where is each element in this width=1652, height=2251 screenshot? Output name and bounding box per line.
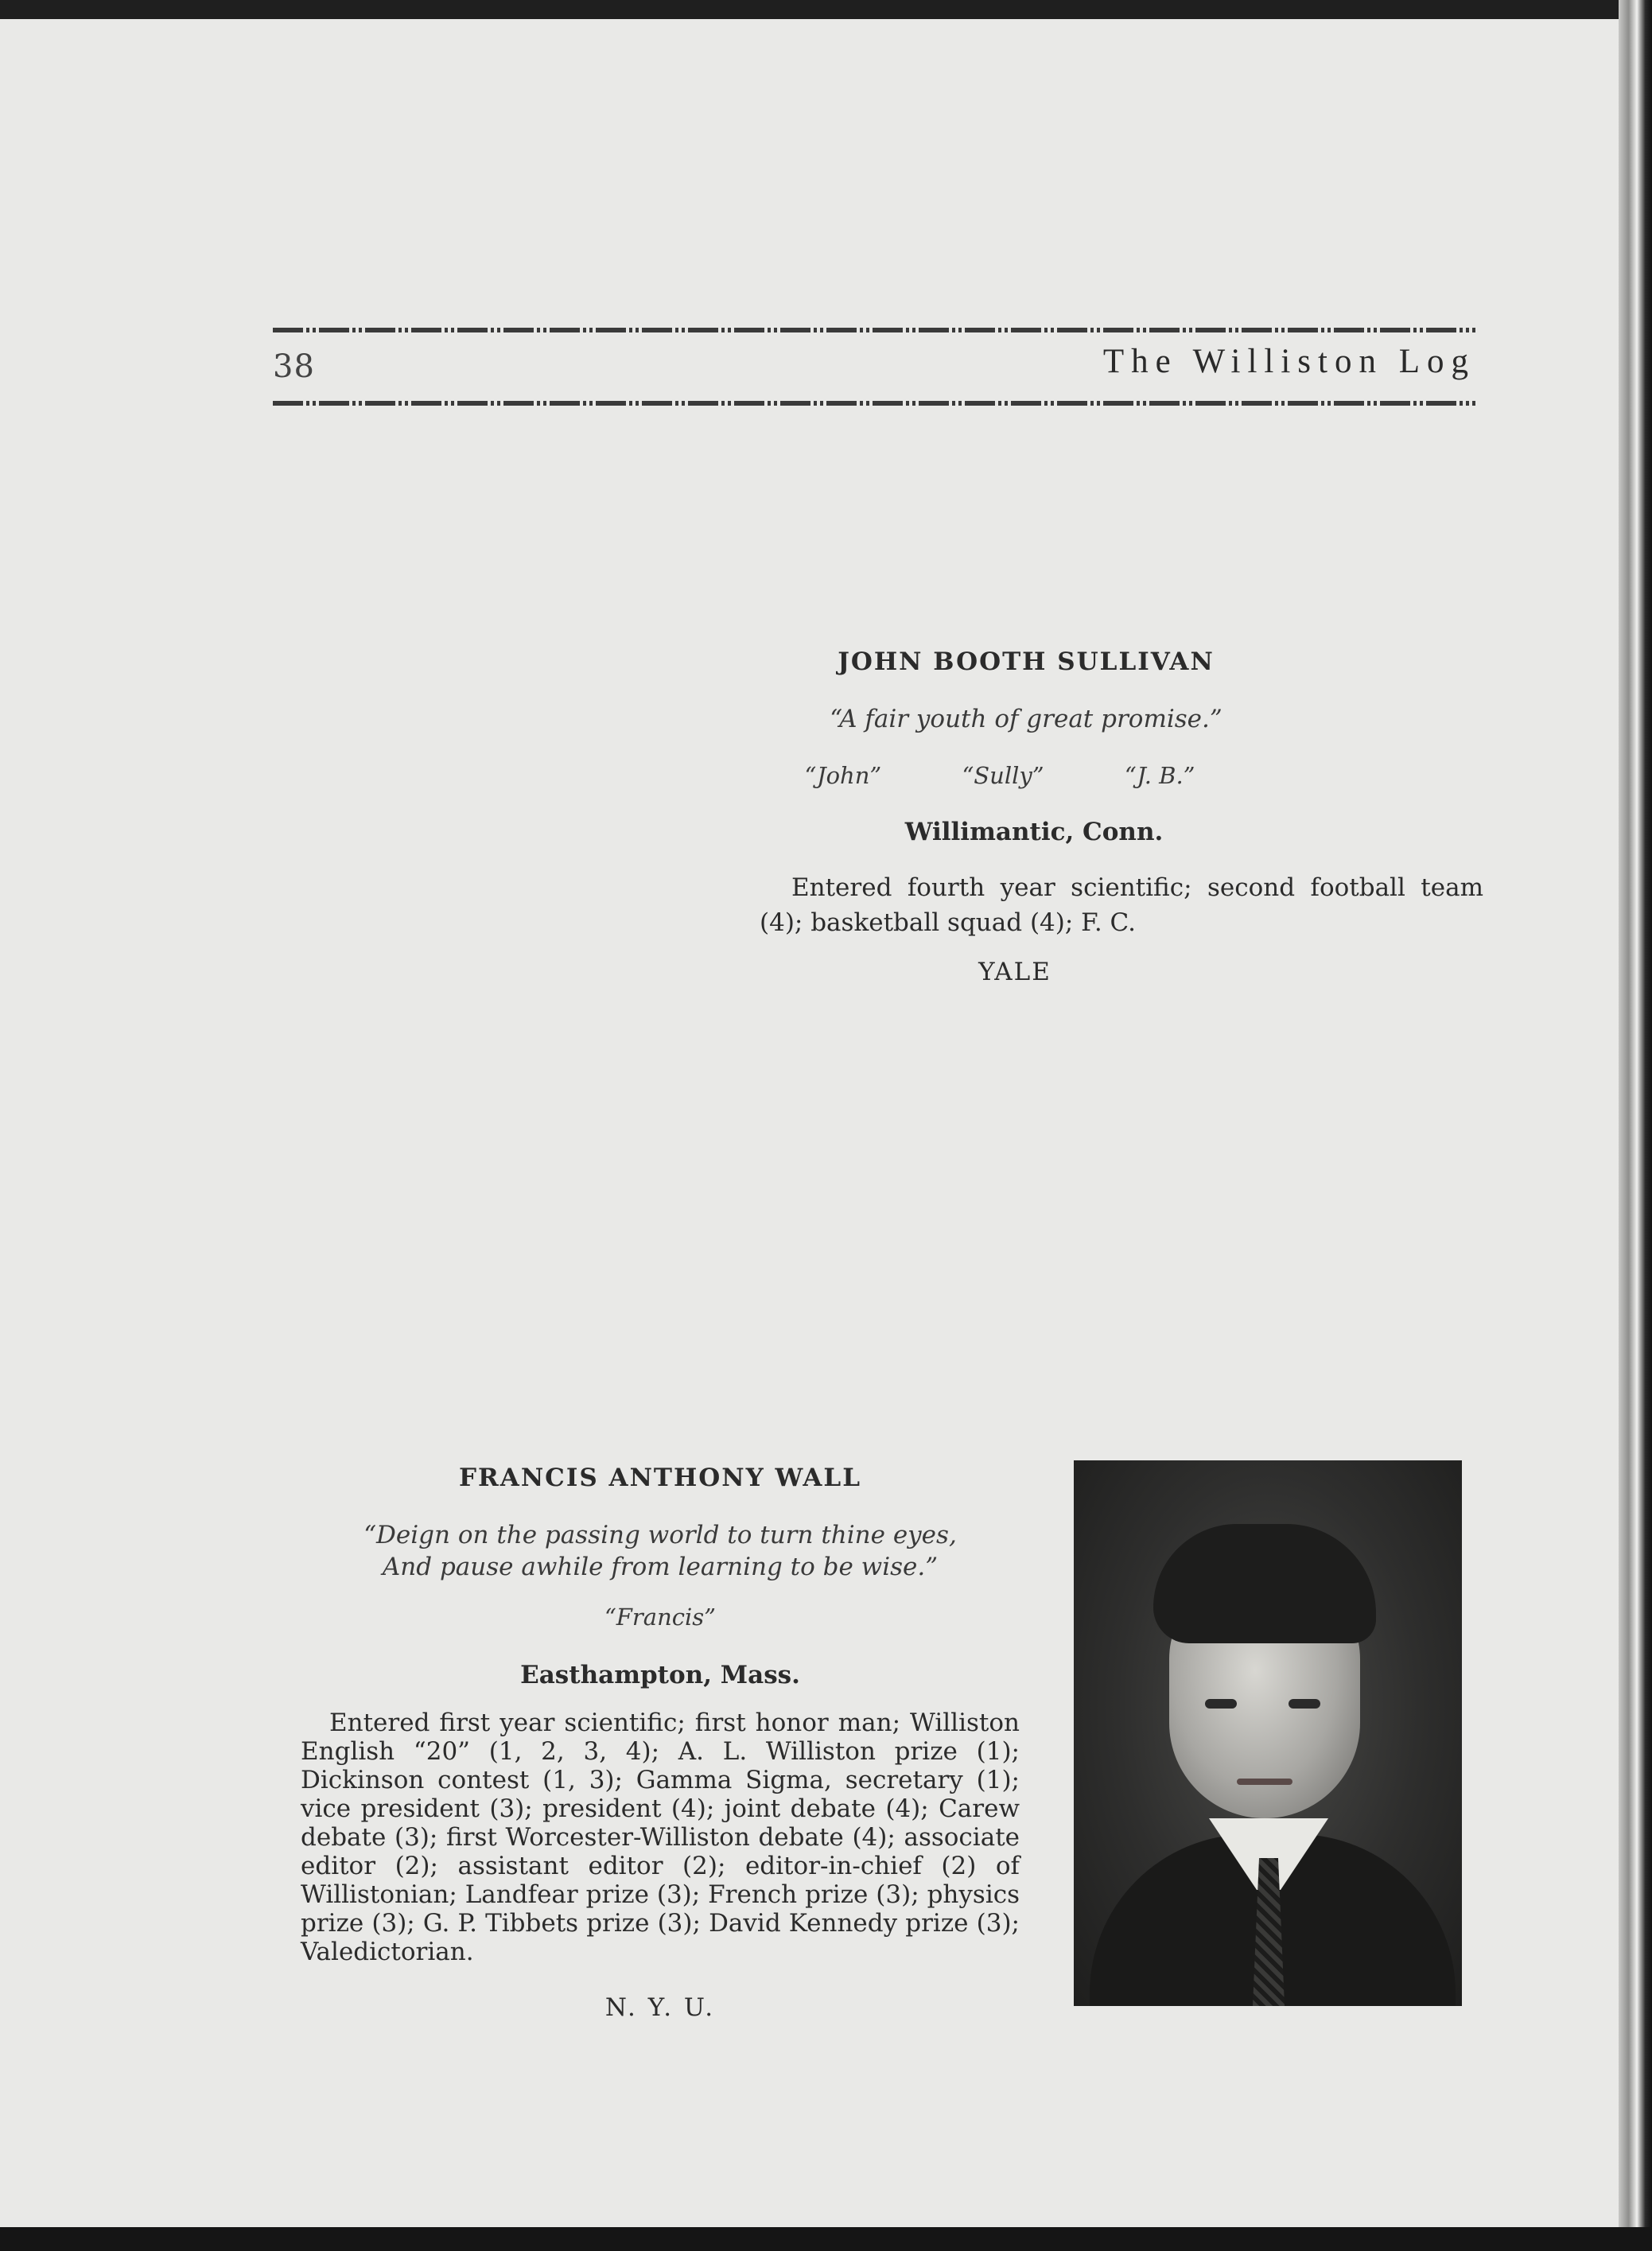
student-name: JOHN BOOTH SULLIVAN [838,647,1215,676]
photo-hair [1153,1524,1376,1643]
student-college: YALE [978,958,1051,986]
photo-eye-left [1205,1699,1237,1709]
nickname: “Sully” [962,762,1044,789]
page-header [273,328,1475,415]
student-record: Entered fourth year scientific; second football team (4); basketball squad (4); F. C. [760,873,1483,937]
student-quote-line-1: “Deign on the passing world to turn thine eyes, [363,1521,957,1549]
student-nickname-wall: “Francis” [604,1604,716,1631]
photo-mouth [1237,1779,1292,1785]
scan-bottom-border [0,2227,1652,2251]
senior-entry-sullivan [760,647,1483,676]
nickname: “J. B.” [1124,762,1195,789]
student-college-wall: N. Y. U. [604,1993,716,2022]
student-hometown-wall: Easthampton, Mass. [520,1661,800,1689]
student-quote: “A fair youth of great promise.” [830,705,1222,733]
photo-eye-right [1289,1699,1320,1709]
page-number: 38 [273,348,315,385]
student-nicknames [760,762,1483,789]
nickname: “John” [804,762,882,789]
student-name-wall: FRANCIS ANTHONY WALL [459,1464,861,1492]
student-hometown: Willimantic, Conn. [904,818,1164,846]
header-rule-bottom [273,401,1475,406]
student-quote-line-2: And pause awhile from learning to be wise.” [382,1553,939,1581]
student-record-wall: Entered first year scientific; first honor man; Williston English “20” (1, 2, 3, 4); A. L. Williston prize (1); Dickinson contest (1, 3); Gamma Sigma, secretary (1); vice president (3); president (4); joint debate (4); Carew debate (3); first Worcester-Williston debate (4); associate editor (2); assistant editor (2); editor-in-chief (2) of Willistonian; Landfear prize (3); French prize (3); physics prize (3); G. P. Tibbets prize (3); David Kennedy prize (3); Valedictorian. [301,1709,1020,1966]
student-portrait-photo [1074,1460,1462,2006]
header-rule-top [273,328,1475,332]
running-title: The Williston Log [1102,343,1475,380]
page-edge-shadow [1619,0,1652,2251]
